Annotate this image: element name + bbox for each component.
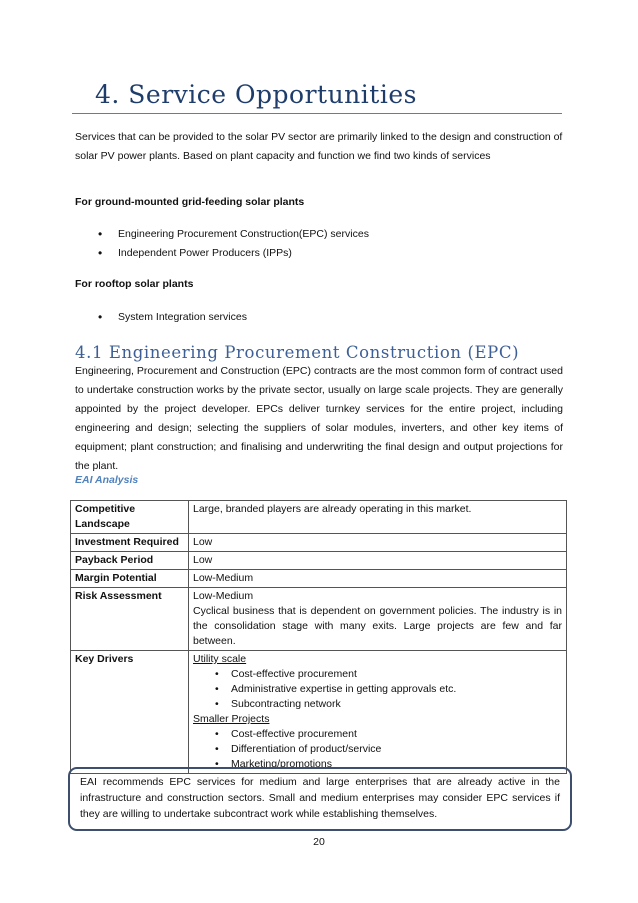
row-label: Margin Potential [71,570,189,588]
list-item: • Administrative expertise in getting approvals etc. [193,682,562,697]
rooftop-label: For rooftop solar plants [75,278,194,290]
recommendation-callout: EAI recommends EPC services for medium and large enterprises that are already active in the infrastructure and construction sectors. Small and medium enterprises may consider EPC services if they are willing to undertake subcontract work while establishing themselves. [68,767,572,831]
list-item: • Differentiation of product/service [193,742,562,757]
list-item: • Cost-effective procurement [193,667,562,682]
list-item: • Subcontracting network [193,697,562,712]
row-label: Investment Required [71,534,189,552]
list-item: • Marketing/promotions [193,757,562,772]
row-label: Payback Period [71,552,189,570]
table-row [71,552,567,570]
utility-scale-list [193,667,562,712]
eai-analysis-title: EAI Analysis [75,474,139,486]
utility-scale-title: Utility scale [193,653,247,665]
rooftop-list [98,308,247,327]
row-detail: Cyclical business that is dependent on government policies. The industry is in the consolidation stage with many exits. Large projects are few and far between. [193,605,562,647]
smaller-projects-list [193,727,562,772]
subsection-heading: 4.1 Engineering Procurement Construction (EPC) [75,343,520,362]
table-row [71,588,567,651]
table-row [71,501,567,534]
row-label: Risk Assessment [71,588,189,651]
row-label: Key Drivers [71,651,189,774]
key-drivers-cell [189,651,567,774]
list-item: • Engineering Procurement Construction(EPC) services [98,225,369,244]
eai-analysis-table [70,500,567,774]
table-row [71,534,567,552]
row-label: Competitive Landscape [71,501,189,534]
list-item: • Independent Power Producers (IPPs) [98,244,369,263]
row-value: Low [189,552,567,570]
ground-mounted-label: For ground-mounted grid-feeding solar plants [75,196,305,208]
section-heading: 4. Service Opportunities [95,80,417,109]
table-row [71,651,567,774]
list-item: • System Integration services [98,308,247,327]
list-item: • Cost-effective procurement [193,727,562,742]
intro-paragraph: Services that can be provided to the solar PV sector are primarily linked to the design and construction of solar PV power plants. Based on plant capacity and function we find two kinds of services [75,131,563,162]
ground-mounted-list [98,225,369,263]
row-value: Large, branded players are already operating in this market. [189,501,567,534]
smaller-projects-title: Smaller Projects [193,713,270,725]
row-value: Low [189,534,567,552]
row-value: Low-Medium [189,570,567,588]
row-value-cell [189,588,567,651]
row-value: Low-Medium [193,590,254,602]
page-number: 20 [313,836,325,848]
epc-paragraph: Engineering, Procurement and Construction (EPC) contracts are the most common form of contract used to undertake construction works by the private sector, usually on large scale projects. They are generally appointed by the project developer. EPCs deliver turnkey services for the entire project, including engineering and design; selecting the suppliers of solar modules, inverters, and other key items of equipment; plant construction; and finalising and underwriting the final design and output projections for the plant. [75,365,563,472]
heading-rule [72,113,562,114]
table-row [71,570,567,588]
